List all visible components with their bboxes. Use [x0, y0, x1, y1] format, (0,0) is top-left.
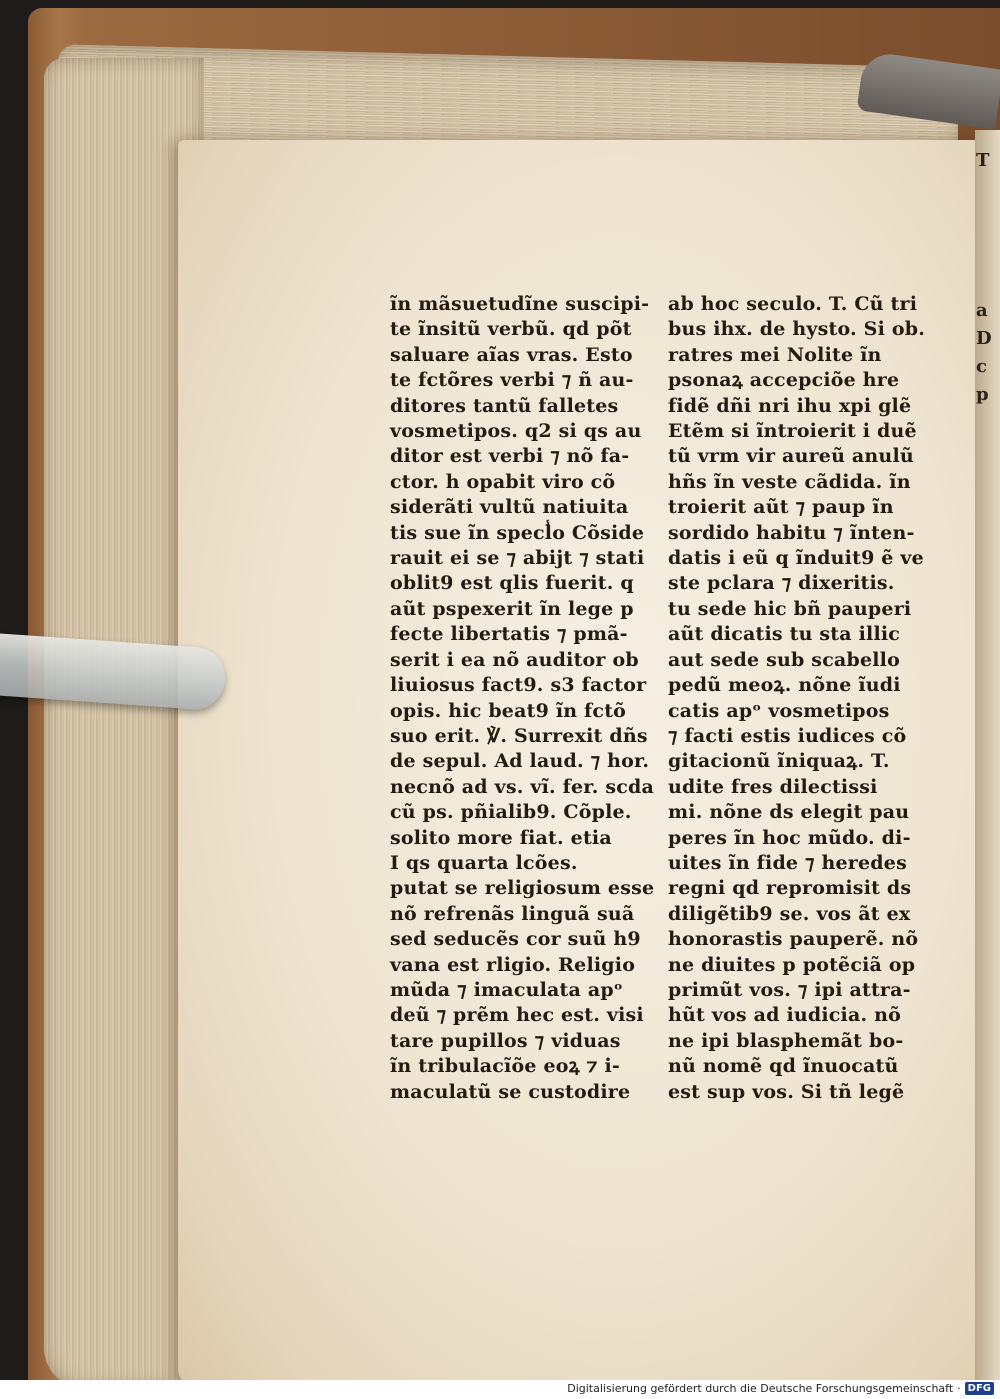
text-line: honorastis pauperẽ. nõ — [668, 928, 919, 951]
text-line: tare pupillos ⁊ viduas — [390, 1029, 621, 1052]
text-line: peres ĩn hoc mũdo. di- — [668, 826, 911, 849]
left-text-column — [390, 292, 655, 1105]
text-line: vosmetipos. q2 si qs au — [390, 420, 642, 443]
text-line: Etẽm si ĩntroierit i duẽ — [668, 420, 917, 443]
text-line: de sepul. Ad laud. ⁊ hor. — [390, 750, 650, 773]
footer-credit: Digitalisierung gefördert durch die Deutsche Forschungsgemeinschaft — [567, 1381, 954, 1395]
text-line: tu sede hic bñ pauperi — [668, 597, 912, 620]
text-line: ab hoc seculo. T. Cũ tri — [668, 293, 918, 315]
text-line: regni qd repromisit ds — [668, 877, 912, 900]
text-line: ne ipi blasphemãt bo- — [668, 1029, 904, 1052]
text-line: ⁊ facti estis iudices cõ — [668, 724, 907, 747]
text-line: suo erit. ℣. Surrexit dñs — [390, 724, 648, 747]
text-line: troierit aũt ⁊ paup ĩn — [668, 496, 894, 519]
text-line: necnõ ad vs. vĩ. fer. scda — [390, 775, 655, 798]
text-line: sed seducẽs cor suũ h9 — [390, 928, 641, 951]
text-line: catis apᵒ vosmetipos — [668, 699, 890, 722]
text-line: psonaꝝ accepciõe hre — [668, 369, 900, 392]
text-line: fecte libertatis ⁊ pmã- — [390, 623, 628, 646]
text-line: te fctõres verbi ⁊ ñ au- — [390, 369, 634, 392]
text-line: aũt dicatis tu sta illic — [668, 623, 901, 646]
text-line: udite fres dilectissi — [668, 775, 878, 798]
text-line: pedũ meoꝝ. nõne ĩudi — [668, 674, 901, 697]
text-line: ne diuites p potẽciã op — [668, 953, 916, 976]
text-line: ste pclara ⁊ dixeritis. — [668, 572, 895, 595]
text-line: ctor. h opabit viro cõ — [390, 470, 616, 493]
text-line: rauit ei se ⁊ abijt ⁊ stati — [390, 547, 645, 570]
text-line: uites ĩn fide ⁊ heredes — [668, 851, 907, 874]
text-line: tũ vrm vir aureũ anulũ — [668, 445, 914, 468]
text-line: ĩn tribulacĩõe eoꝝ ⁊ i- — [390, 1055, 620, 1078]
text-line: sordido habitu ⁊ ĩnten- — [668, 521, 915, 544]
text-line: tis sue ĩn specl̾o Cõside — [390, 521, 645, 544]
text-line: oblit9 est qlis fuerit. q — [390, 572, 634, 595]
text-line: te ĩnsitũ verbũ. qd põt — [390, 318, 632, 341]
text-line: cũ ps. pñialib9. Cõple. — [390, 801, 632, 824]
text-line: ĩn mãsuetudĩne suscipi- — [390, 293, 650, 315]
footer — [567, 1379, 994, 1397]
facing-page-fragment: a — [976, 300, 988, 321]
facing-page-fragment: c — [976, 356, 987, 377]
text-line: gitacionũ ĩniquaꝝ. T. — [668, 750, 890, 773]
text-line: maculatũ se custodire — [390, 1080, 631, 1103]
text-line: vana est rligio. Religio — [390, 953, 636, 976]
text-line: hñs ĩn veste cãdida. ĩn — [668, 470, 911, 493]
text-line: est sup vos. Si tñ legẽ — [668, 1080, 905, 1103]
text-line: ratres mei Nolite ĩn — [668, 343, 882, 366]
text-line: nũ nomẽ qd ĩnuocatũ — [668, 1055, 899, 1078]
text-line: bus ihx. de hysto. Si ob. — [668, 318, 926, 341]
text-line: aut sede sub scabello — [668, 648, 900, 671]
text-line: primũt vos. ⁊ ipi attra- — [668, 978, 911, 1001]
text-line: opis. hic beat9 ĩn fctõ — [390, 699, 627, 722]
dfg-logo-icon: DFG — [965, 1382, 994, 1395]
facing-page-fragment: T — [976, 150, 990, 171]
text-line: serit i ea nõ auditor ob — [390, 648, 639, 671]
footer-separator: · — [957, 1381, 961, 1395]
text-line: ditores tantũ falletes — [390, 394, 619, 417]
text-line: fidẽ dñi nri ihu xpi glẽ — [668, 394, 912, 417]
facing-page-fragment: D — [976, 328, 992, 349]
text-line: nõ refrenãs linguã suã — [390, 902, 635, 925]
text-line: liuiosus fact9. s3 factor — [390, 674, 647, 697]
text-line: datis i eũ q ĩnduit9 ẽ ve — [668, 547, 924, 570]
text-line: deũ ⁊ prẽm hec est. visi — [390, 1004, 644, 1027]
text-line: diligẽtib9 se. vos ãt ex — [668, 902, 911, 925]
text-line: mi. nõne ds elegit pau — [668, 801, 910, 824]
text-line: siderãti vultũ natiuita — [390, 496, 629, 519]
text-line: hũt vos ad iudicia. nõ — [668, 1004, 902, 1027]
right-text-column — [668, 292, 926, 1105]
text-line: saluare aĩas vras. Esto — [390, 343, 633, 366]
text-line: ditor est verbi ⁊ nõ fa- — [390, 445, 630, 468]
facing-page-fragment: p — [976, 384, 989, 405]
text-line: I qs quarta lcões. — [390, 851, 578, 874]
text-line: solito more fiat. etia — [390, 826, 612, 849]
text-line: mũda ⁊ imaculata apᵒ — [390, 978, 623, 1001]
text-line: putat se religiosum esse — [390, 877, 655, 900]
text-line: aũt pspexerit ĩn lege p — [390, 597, 634, 620]
